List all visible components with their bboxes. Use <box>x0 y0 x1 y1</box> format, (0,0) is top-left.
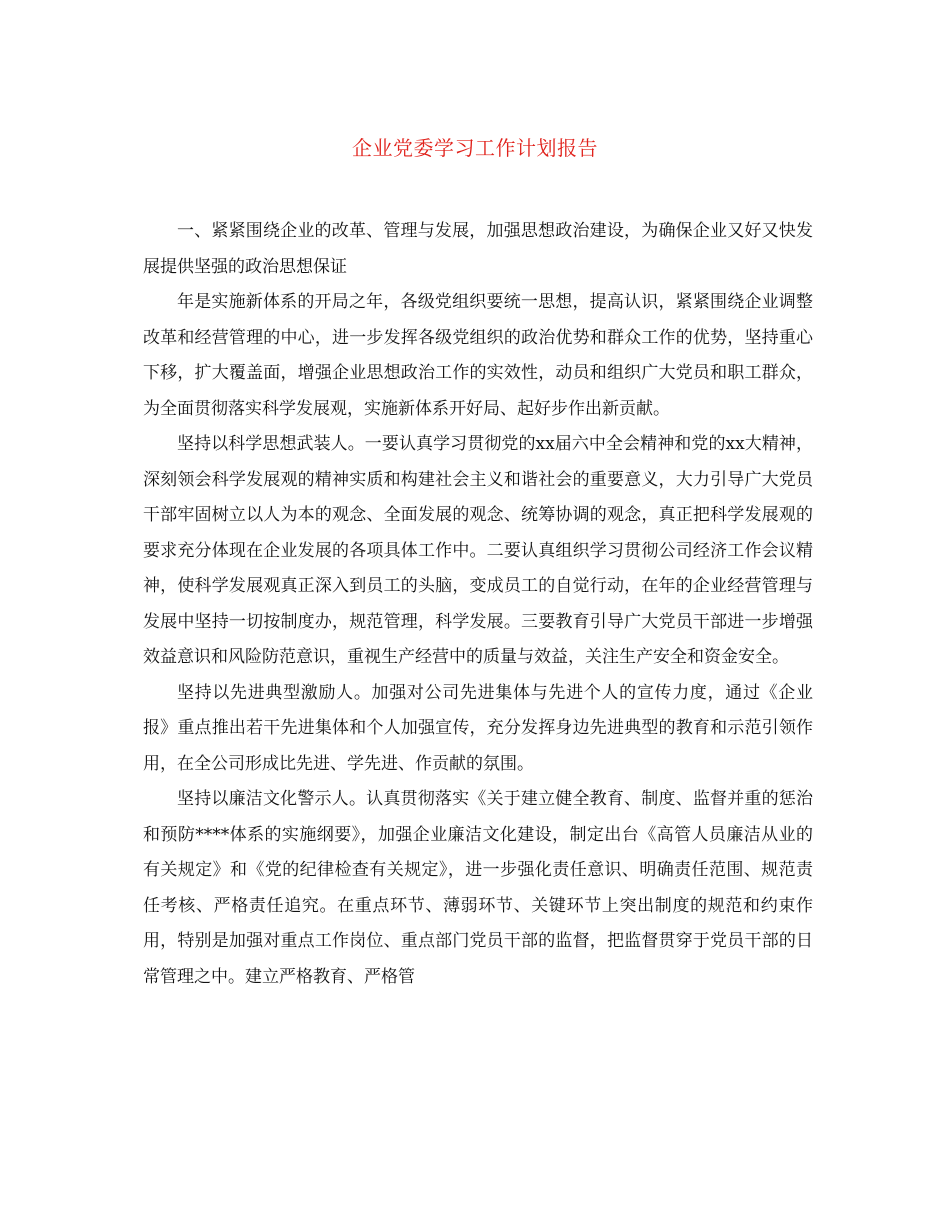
paragraph: 年是实施新体系的开局之年，各级党组织要统一思想，提高认识，紧紧围绕企业调整改革和经营管理的中心，进一步发挥各级党组织的政治优势和群众工作的优势，坚持重心下移，扩大覆盖面，增强企业思想政治工作的实效性，动员和组织广大党员和职工群众，为全面贯彻落实科学发展观，实施新体系开好局、起好步作出新贡献。 <box>143 292 813 419</box>
paragraph: 坚持以科学思想武装人。一要认真学习贯彻党的xx届六中全会精神和党的xx大精神，深刻领会科学发展观的精神实质和构建社会主义和谐社会的重要意义，大力引导广大党员干部牢固树立以人为本的观念、全面发展的观念、统筹协调的观念，真正把科学发展观的要求充分体现在企业发展的各项具体工作中。二要认真组织学习贯彻公司经济工作会议精神，使科学发展观真正深入到员工的头脑，变成员工的自觉行动，在年的企业经营管理与发展中坚持一切按制度办，规范管理，科学发展。三要教育引导广大党员干部进一步增强效益意识和风险防范意识，重视生产经营中的质量与效益，关注生产安全和资金安全。 <box>143 434 813 667</box>
document-body <box>143 214 813 995</box>
paragraph: 坚持以先进典型激励人。加强对公司先进集体与先进个人的宣传力度，通过《企业报》重点推出若干先进集体和个人加强宣传，充分发挥身边先进典型的教育和示范引领作用，在全公司形成比先进、学先进、作贡献的氛围。 <box>143 682 813 774</box>
paragraph: 一、紧紧围绕企业的改革、管理与发展，加强思想政治建设，为确保企业又好又快发展提供坚强的政治思想保证 <box>143 221 813 277</box>
paragraph: 坚持以廉洁文化警示人。认真贯彻落实《关于建立健全教育、制度、监督并重的惩治和预防****体系的实施纲要》，加强企业廉洁文化建设，制定出台《高管人员廉洁从业的有关规定》和《党的纪律检查有关规定》，进一步强化责任意识、明确责任范围、规范责任考核、严格责任追究。在重点环节、薄弱环节、关键环节上突出制度的规范和约束作用，特别是加强对重点工作岗位、重点部门党员干部的监督，把监督贯穿于党员干部的日常管理之中。建立严格教育、严格管 <box>143 789 813 987</box>
document-title: 企业党委学习工作计划报告 <box>352 136 598 160</box>
